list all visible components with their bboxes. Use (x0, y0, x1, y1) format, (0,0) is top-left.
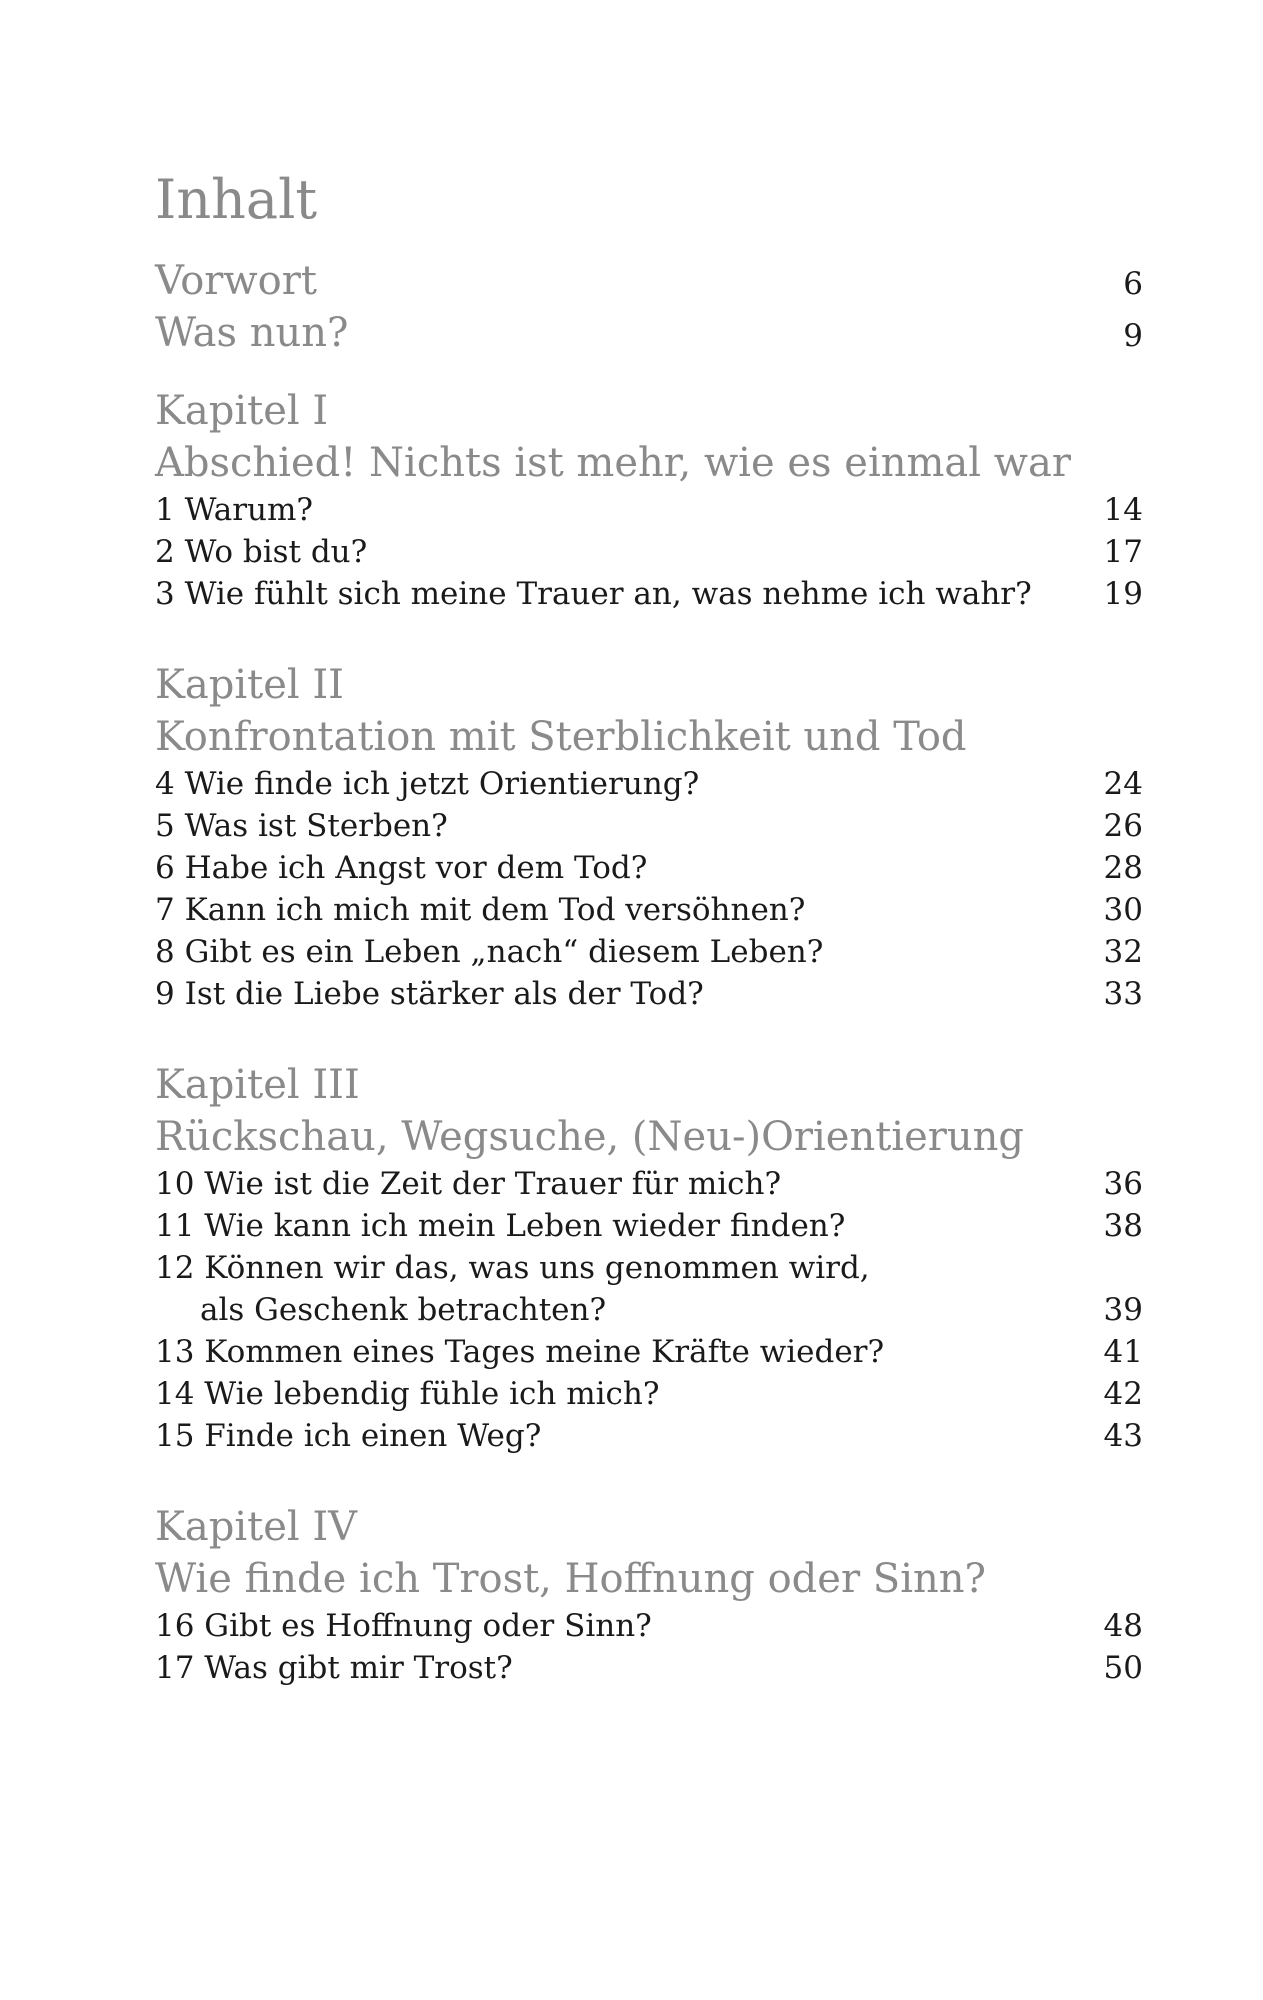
entry-text (155, 1163, 1083, 1205)
front-matter (155, 255, 1143, 359)
toc-entry (155, 931, 1143, 973)
page-number: 38 (1103, 1208, 1143, 1244)
entry-line: 5 Was ist Sterben? (155, 808, 448, 844)
page-number: 9 (1123, 318, 1143, 354)
toc-entry (155, 1373, 1143, 1415)
page-number: 32 (1103, 934, 1143, 970)
page-number: 43 (1103, 1418, 1143, 1454)
entry-line: 3 Wie fühlt sich meine Trauer an, was nehme ich wahr? (155, 576, 1032, 612)
page-number: 33 (1103, 976, 1143, 1012)
entry-text (155, 889, 1083, 931)
entry-line: 9 Ist die Liebe stärker als der Tod? (155, 976, 704, 1012)
page-number: 28 (1103, 850, 1143, 886)
toc-entry (155, 1647, 1143, 1689)
chapter-title: Rückschau, Wegsuche, (Neu-)Orientierung (155, 1114, 1025, 1160)
entry-text (155, 573, 1083, 615)
entry-text (155, 931, 1083, 973)
entry-text (155, 1247, 1083, 1331)
toc-entry (155, 805, 1143, 847)
entry-line: 12 Können wir das, was uns genommen wird, (155, 1250, 870, 1286)
entry-line: 17 Was gibt mir Trost? (155, 1650, 513, 1686)
page-number: 17 (1103, 534, 1143, 570)
front-matter-entry (155, 307, 1143, 359)
entry-line: 15 Finde ich einen Weg? (155, 1418, 542, 1454)
entry-text (155, 1415, 1083, 1457)
entry-line: 1 Warum? (155, 492, 314, 528)
page-number: 6 (1123, 266, 1143, 302)
page-title: Inhalt (155, 168, 318, 231)
toc-entry (155, 1163, 1143, 1205)
toc-entry (155, 489, 1143, 531)
chapter-label: Kapitel III (155, 1062, 360, 1108)
entry-text (155, 763, 1083, 805)
chapters-list (155, 385, 1143, 1689)
page-number: 48 (1103, 1608, 1143, 1644)
entry-text (155, 1373, 1083, 1415)
table-of-contents (155, 165, 1143, 1733)
chapter-section (155, 385, 1143, 615)
chapter-title: Abschied! Nichts ist mehr, wie es einmal war (155, 440, 1071, 486)
toc-entry (155, 573, 1143, 615)
page-number: 14 (1103, 492, 1143, 528)
entry-line: 10 Wie ist die Zeit der Trauer für mich? (155, 1166, 782, 1202)
entry-line: 13 Kommen eines Tages meine Kräfte wieder? (155, 1334, 885, 1370)
toc-entry (155, 531, 1143, 573)
entry-line: 4 Wie finde ich jetzt Orientierung? (155, 766, 700, 802)
entry-line: 6 Habe ich Angst vor dem Tod? (155, 850, 648, 886)
toc-entry (155, 973, 1143, 1015)
toc-entry (155, 1205, 1143, 1247)
front-matter-entry (155, 255, 1143, 307)
toc-entry (155, 1247, 1143, 1331)
entry-line: als Geschenk betrachten? (200, 1292, 607, 1328)
toc-entry (155, 1415, 1143, 1457)
toc-entry (155, 1331, 1143, 1373)
page-number: 30 (1103, 892, 1143, 928)
entry-line: 16 Gibt es Hoffnung oder Sinn? (155, 1608, 652, 1644)
entry-text (155, 1205, 1083, 1247)
toc-entry (155, 1605, 1143, 1647)
page-number: 42 (1103, 1376, 1143, 1412)
entry-line: 14 Wie lebendig fühle ich mich? (155, 1376, 660, 1412)
entry-text (155, 973, 1083, 1015)
page-number: 24 (1103, 766, 1143, 802)
toc-entry (155, 847, 1143, 889)
page-number: 36 (1103, 1166, 1143, 1202)
chapter-title: Wie finde ich Trost, Hoffnung oder Sinn? (155, 1556, 986, 1602)
toc-entry (155, 889, 1143, 931)
entry-text (155, 1647, 1083, 1689)
entry-line: 11 Wie kann ich mein Leben wieder finden? (155, 1208, 846, 1244)
page-number: 39 (1103, 1292, 1143, 1328)
page-number: 41 (1103, 1334, 1143, 1370)
chapter-label: Kapitel II (155, 662, 344, 708)
chapter-label: Kapitel I (155, 388, 329, 434)
page-number: 50 (1103, 1650, 1143, 1686)
entry-line: 2 Wo bist du? (155, 534, 368, 570)
chapter-title: Konfrontation mit Sterblichkeit und Tod (155, 714, 967, 760)
chapter-section (155, 1501, 1143, 1689)
entry-text (155, 805, 1083, 847)
toc-entry (155, 763, 1143, 805)
entry-label: Was nun? (155, 310, 349, 356)
entry-text (155, 531, 1083, 573)
entry-text (155, 847, 1083, 889)
page-number: 26 (1103, 808, 1143, 844)
entry-text (155, 1331, 1083, 1373)
chapter-label: Kapitel IV (155, 1504, 358, 1550)
entry-label: Vorwort (155, 258, 317, 304)
entry-text (155, 489, 1083, 531)
page-number: 19 (1103, 576, 1143, 612)
chapter-section (155, 659, 1143, 1015)
chapter-section (155, 1059, 1143, 1457)
entry-line: 8 Gibt es ein Leben „nach“ diesem Leben? (155, 934, 824, 970)
entry-text (155, 1605, 1083, 1647)
entry-line: 7 Kann ich mich mit dem Tod versöhnen? (155, 892, 806, 928)
